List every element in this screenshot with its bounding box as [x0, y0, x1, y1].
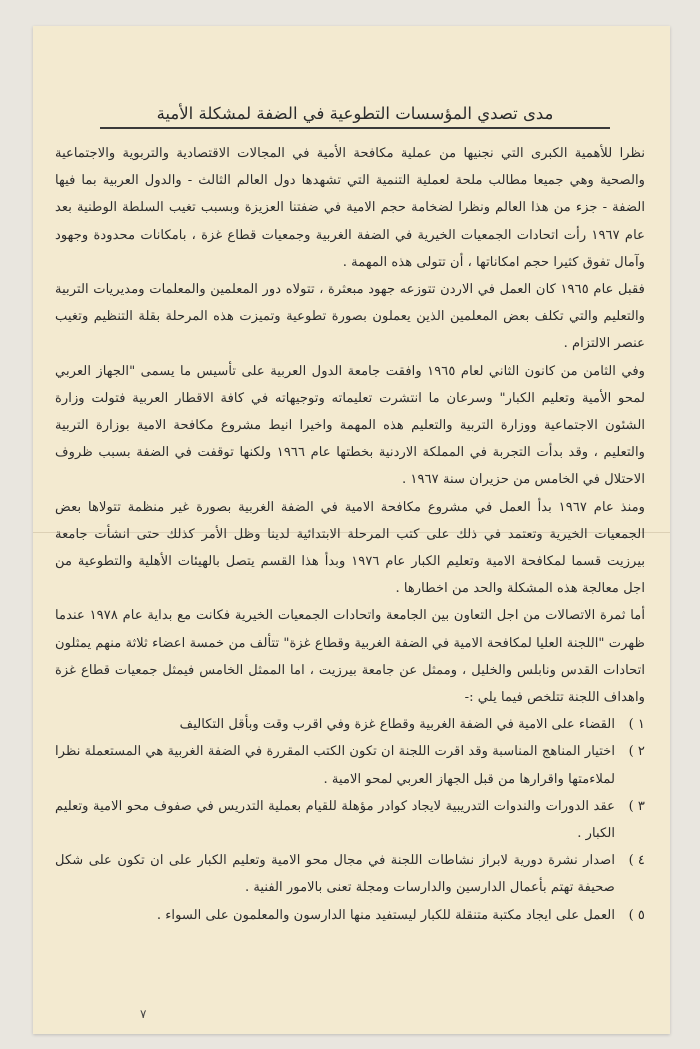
list-item-text: اصدار نشرة دورية لابراز نشاطات اللجنة في مجال محو الامية وتعليم الكبار على ان تكون على شكل صحيفة تهتم بأعمال الدارسين والدارسات ومجلة تعنى بالامور الفنية .: [55, 853, 615, 896]
document-title: مدى تصدي المؤسسات التطوعية في الضفة لمشكلة الأمية: [100, 104, 610, 129]
list-item-number: ٤ ): [628, 853, 645, 869]
page-number: ٧: [140, 1007, 147, 1021]
list-item: [55, 793, 645, 847]
document-body: [55, 140, 645, 929]
objectives-list: [55, 711, 645, 929]
paragraph: وفي الثامن من كانون الثاني لعام ١٩٦٥ وافقت جامعة الدول العربية على تأسيس ما يسمى "الجهاز العربي لمحو الأمية وتعليم الكبار" وسرعان ما انتشرت تعليماته وتوجيهاته في كافة الاقطار العربية فتولت وزارة الشئون الاجتماعية ووزارة التربية والتعليم هذه المهمة واخيرا انيط مشروع مكافحة الامية بوزارة التربية والتعليم ، وقد بدأت التجربة في المملكة الاردنية بخطتها عام ١٩٦٦ ولكنها توقفت في الضفة بسبب ظروف الاحتلال في الخامس من حزيران سنة ١٩٦٧ .: [55, 363, 645, 488]
list-item-text: القضاء على الامية في الضفة الغربية وقطاع غزة وفي اقرب وقت وبأقل التكاليف: [179, 717, 615, 733]
list-item: [55, 902, 645, 929]
list-item-number: ٢ ): [628, 744, 645, 760]
list-item-text: اختيار المناهج المناسبة وقد اقرت اللجنة ان تكون الكتب المقررة في الضفة الغربية هي المستعملة نظرا لملاءمتها واقرارها من قبل الجهاز العربي لمحو الامية .: [55, 744, 615, 787]
paragraph: نظرا للأهمية الكبرى التي نجنيها من عملية مكافحة الأمية في المجالات الاقتصادية والتربوية والاجتماعية والصحية وهي جميعا مطالب ملحة لعملية التنمية التي تشهدها دول العالم الثالث - والدول العربية بما فيها الضفة - جزء من هذا العالم ونظرا لضخامة حجم الامية في ضفتنا العزيزة وبسبب تغيب السلطة الوطنية بعد عام ١٩٦٧ رأت اتحادات الجمعيات الخيرية في الضفة الغربية وجمعيات قطاع غزة ، بامكانات محدودة وجهود وآمال تفوق كثيرا حجم امكاناتها ، أن تتولى هذه المهمة .: [55, 146, 645, 270]
list-item-number: ١ ): [628, 717, 645, 733]
list-item-number: ٣ ): [628, 798, 645, 814]
list-item-text: عقد الدورات والندوات التدريبية لايجاد كوادر مؤهلة للقيام بعملية التدريس في صفوف محو الامية وتعليم الكبار .: [55, 798, 615, 842]
list-item-number: ٥ ): [628, 907, 645, 923]
list-item: [55, 738, 645, 792]
list-item-text: العمل على ايجاد مكتبة متنقلة للكبار ليستفيد منها الدارسون والمعلمون على السواء .: [156, 907, 615, 923]
paragraph: فقبل عام ١٩٦٥ كان العمل في الاردن تتوزعه جهود مبعثرة ، تتولاه دور المعلمين والمعلمات ومديريات التربية والتعليم والتي تكلف بعض المعلمين الذين يعملون بصورة تطوعية وتميزت هذه المرحلة بقلة التنظيم وتغيب عنصر الالتزام .: [55, 282, 645, 352]
list-item: [55, 847, 645, 901]
paragraph: ومنذ عام ١٩٦٧ بدأ العمل في مشروع مكافحة الامية في الضفة الغربية بصورة غير منظمة تتولاها بعض الجمعيات الخيرية وتعتمد في ذلك على كتب المرحلة الابتدائية لدينا وظل الأمر كذلك حتى انشأت جامعة بيرزيت قسما لمكافحة الامية وتعليم الكبار عام ١٩٧٦ وبدأ هذا القسم يتصل بالهيئات الأهلية والتطوعية من اجل معالجة هذه المشكلة والحد من اخطارها .: [55, 499, 645, 597]
paragraph: أما ثمرة الاتصالات من اجل التعاون بين الجامعة واتحادات الجمعيات الخيرية فكانت مع بداية عام ١٩٧٨ عندما ظهرت "اللجنة العليا لمكافحة الامية في الضفة الغربية وقطاع غزة" تتألف من خمسة اعضاء ثلاثة منهم يمثلون اتحادات القدس ونابلس والخليل ، وممثل عن جامعة بيرزيت ، اما الممثل الخامس فيمثل جمعيات قطاع غزة واهداف اللجنة تتلخص فيما يلي :-: [55, 608, 645, 706]
list-item: [55, 711, 645, 738]
